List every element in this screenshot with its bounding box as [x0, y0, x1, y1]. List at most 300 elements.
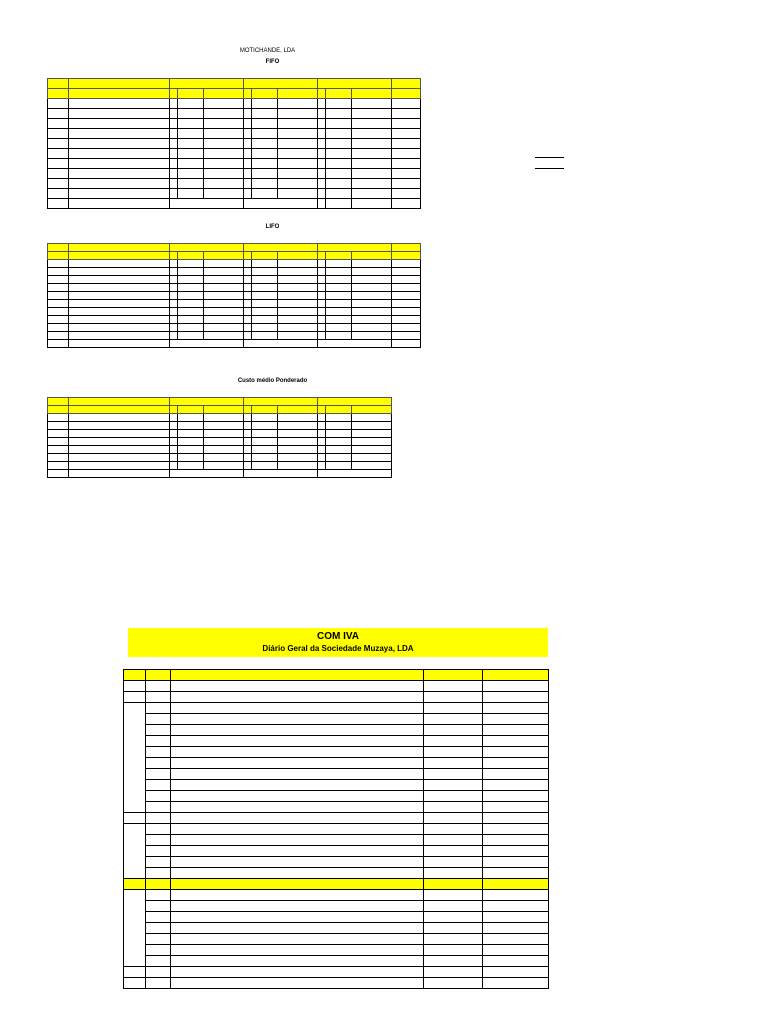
table-cell — [170, 99, 178, 109]
table-cell — [69, 109, 170, 119]
table-cell — [392, 276, 421, 284]
journal-line — [124, 824, 549, 835]
table-cell — [392, 119, 421, 129]
table-cell — [48, 292, 69, 300]
table-cell — [170, 260, 178, 268]
table-cell — [204, 414, 244, 422]
table-cell — [318, 99, 326, 109]
table-cell — [69, 332, 170, 340]
journal-date — [171, 681, 424, 692]
header-pu — [178, 89, 204, 99]
table-cell — [48, 316, 69, 324]
table-cell — [392, 332, 421, 340]
table-cell — [204, 454, 244, 462]
table-cell — [352, 276, 392, 284]
total-valor — [352, 199, 392, 209]
table-cell — [244, 179, 252, 189]
table-cell — [204, 422, 244, 430]
table-cell — [244, 438, 252, 446]
table-cell — [178, 292, 204, 300]
table-cell — [392, 189, 421, 199]
journal-table — [123, 669, 549, 989]
table-cell — [326, 284, 352, 292]
cell — [146, 956, 171, 967]
table-cell — [204, 332, 244, 340]
prep-cell — [146, 857, 171, 868]
cell — [124, 692, 146, 703]
account-description — [171, 857, 424, 868]
journal-line — [124, 725, 549, 736]
table-cell — [278, 454, 318, 462]
table-cell — [278, 139, 318, 149]
table-cell — [204, 119, 244, 129]
table-cell — [318, 268, 326, 276]
prep-cell — [146, 912, 171, 923]
table-cell — [48, 260, 69, 268]
table-cell — [178, 422, 204, 430]
header-blank — [69, 79, 170, 89]
account-description — [171, 703, 424, 714]
table-cell — [170, 169, 178, 179]
table-cell — [252, 129, 278, 139]
table-cell — [204, 462, 244, 470]
cell — [424, 868, 483, 879]
header-descricao — [69, 406, 170, 414]
entry-note — [171, 868, 424, 879]
separator-row — [124, 967, 549, 978]
table-cell — [252, 292, 278, 300]
total-label — [69, 340, 170, 348]
table-cell — [178, 129, 204, 139]
header-existencia — [318, 244, 392, 252]
account-description — [171, 736, 424, 747]
table-cell — [244, 99, 252, 109]
cell — [146, 967, 171, 978]
header-saida — [244, 398, 318, 406]
table-row — [48, 276, 421, 284]
table-cell — [204, 300, 244, 308]
table-cell — [318, 332, 326, 340]
total-label — [69, 470, 170, 478]
journal-line — [124, 890, 549, 901]
table-cell — [244, 284, 252, 292]
credit-value — [483, 857, 549, 868]
table-cell — [352, 446, 392, 454]
table-cell — [170, 109, 178, 119]
table-cell — [352, 260, 392, 268]
debit-value — [424, 791, 483, 802]
header-row-2 — [48, 406, 392, 414]
table-cell — [244, 454, 252, 462]
separator — [171, 967, 424, 978]
table-cell — [244, 129, 252, 139]
total-q — [318, 199, 326, 209]
total-saida — [244, 470, 318, 478]
table-cell — [178, 462, 204, 470]
table-cell — [48, 189, 69, 199]
table-cell — [392, 268, 421, 276]
header-lote — [392, 252, 421, 260]
table-cell — [170, 454, 178, 462]
table-cell — [204, 149, 244, 159]
cell — [124, 879, 146, 890]
table-cell — [392, 179, 421, 189]
table-cell — [318, 462, 326, 470]
cell — [124, 813, 146, 824]
table-cell — [170, 292, 178, 300]
table-cell — [204, 324, 244, 332]
table-cell — [204, 276, 244, 284]
debit-value — [424, 923, 483, 934]
credit-value — [483, 945, 549, 956]
account-description — [171, 978, 424, 989]
table-cell — [170, 446, 178, 454]
table-cell — [244, 422, 252, 430]
lifo-title: LIFO — [265, 224, 280, 230]
table-cell — [318, 169, 326, 179]
header-valor — [278, 252, 318, 260]
debit-value — [424, 934, 483, 945]
header-lote — [392, 89, 421, 99]
table-row — [48, 149, 421, 159]
cell — [124, 967, 146, 978]
table-cell — [178, 430, 204, 438]
table-cell — [318, 159, 326, 169]
cell — [483, 868, 549, 879]
header-valor — [204, 252, 244, 260]
total-entrada — [170, 199, 244, 209]
table-cell — [278, 414, 318, 422]
table-cell — [252, 324, 278, 332]
table-cell — [252, 99, 278, 109]
table-cell — [392, 324, 421, 332]
header-row-2 — [48, 252, 421, 260]
table-cell — [69, 129, 170, 139]
table-cell — [69, 149, 170, 159]
header-pu — [326, 89, 352, 99]
table-cell — [244, 430, 252, 438]
table-cell — [252, 179, 278, 189]
table-cell — [278, 430, 318, 438]
table-row — [48, 268, 421, 276]
journal-title: COM IVA — [316, 631, 360, 642]
table-cell — [278, 179, 318, 189]
table-cell — [392, 149, 421, 159]
table-cell — [69, 438, 170, 446]
entry-note — [171, 956, 424, 967]
table-cell — [178, 179, 204, 189]
table-row — [48, 139, 421, 149]
table-cell — [244, 300, 252, 308]
header-q — [244, 252, 252, 260]
journal-line — [124, 703, 549, 714]
table-cell — [178, 438, 204, 446]
table-cell — [48, 109, 69, 119]
ord-number — [124, 890, 146, 967]
table-cell — [244, 414, 252, 422]
table-cell — [252, 308, 278, 316]
ord-number — [124, 703, 146, 813]
table-cell — [204, 316, 244, 324]
table-cell — [352, 462, 392, 470]
header-data — [48, 252, 69, 260]
table-cell — [318, 324, 326, 332]
table-cell — [278, 332, 318, 340]
table-row — [48, 99, 421, 109]
table-cell — [278, 316, 318, 324]
journal-line — [124, 923, 549, 934]
header-saida — [244, 79, 318, 89]
table-cell — [204, 430, 244, 438]
table-cell — [392, 284, 421, 292]
prep-cell — [146, 901, 171, 912]
table-cell — [318, 129, 326, 139]
table-cell — [278, 300, 318, 308]
table-cell — [392, 169, 421, 179]
debit-value — [424, 945, 483, 956]
prep-cell — [146, 890, 171, 901]
table-cell — [48, 268, 69, 276]
table-cell — [352, 149, 392, 159]
table-cell — [69, 308, 170, 316]
table-cell — [69, 324, 170, 332]
debit-value — [424, 824, 483, 835]
prep-cell — [146, 736, 171, 747]
table-cell — [352, 300, 392, 308]
cell — [48, 340, 69, 348]
table-cell — [318, 189, 326, 199]
total-entrada — [170, 470, 244, 478]
prep-cell — [146, 769, 171, 780]
table-cell — [326, 292, 352, 300]
table-row — [48, 446, 392, 454]
table-row — [48, 284, 421, 292]
table-cell — [392, 308, 421, 316]
table-row — [48, 300, 421, 308]
table-cell — [69, 316, 170, 324]
table-cell — [318, 119, 326, 129]
table-cell — [326, 159, 352, 169]
table-row — [48, 332, 421, 340]
journal-line — [124, 769, 549, 780]
prep-cell — [146, 945, 171, 956]
table-cell — [69, 189, 170, 199]
prep-cell — [146, 846, 171, 857]
table-cell — [252, 149, 278, 159]
table-cell — [170, 430, 178, 438]
table-cell — [48, 300, 69, 308]
journal-line — [124, 901, 549, 912]
table-cell — [392, 260, 421, 268]
table-row — [48, 430, 392, 438]
table-row — [48, 179, 421, 189]
table-cell — [278, 462, 318, 470]
table-cell — [318, 454, 326, 462]
credit-value — [483, 835, 549, 846]
journal-header-row — [124, 670, 549, 681]
prep-cell — [146, 835, 171, 846]
header-pu — [326, 406, 352, 414]
table-cell — [352, 179, 392, 189]
fifo-title: FIFO — [265, 59, 280, 65]
table-cell — [252, 109, 278, 119]
table-cell — [48, 454, 69, 462]
table-cell — [252, 276, 278, 284]
table-cell — [204, 308, 244, 316]
table-cell — [48, 179, 69, 189]
transporte-label — [171, 692, 424, 703]
cell — [424, 879, 483, 890]
table-cell — [48, 332, 69, 340]
header-q — [318, 252, 326, 260]
table-cell — [178, 446, 204, 454]
table-cell — [244, 169, 252, 179]
table-cell — [170, 462, 178, 470]
table-cell — [352, 454, 392, 462]
table-cell — [352, 316, 392, 324]
debit-value — [424, 846, 483, 857]
journal-line — [124, 780, 549, 791]
table-cell — [170, 414, 178, 422]
table-cell — [278, 149, 318, 159]
table-cell — [244, 139, 252, 149]
table-cell — [278, 159, 318, 169]
total-label — [69, 199, 170, 209]
table-cell — [326, 149, 352, 159]
prep-cell — [146, 824, 171, 835]
table-cell — [178, 300, 204, 308]
table-cell — [326, 324, 352, 332]
table-cell — [252, 462, 278, 470]
journal-header — [128, 628, 548, 657]
prep-cell — [146, 703, 171, 714]
prep-cell — [146, 747, 171, 758]
total-saida — [244, 199, 318, 209]
header-entrada — [170, 244, 244, 252]
cell — [146, 681, 171, 692]
table-cell — [326, 414, 352, 422]
table-cell — [252, 268, 278, 276]
table-cell — [352, 99, 392, 109]
table-cell — [318, 422, 326, 430]
table-cell — [252, 446, 278, 454]
header-descricao — [69, 252, 170, 260]
table-cell — [252, 316, 278, 324]
table-cell — [326, 268, 352, 276]
cell — [424, 802, 483, 813]
debit-value — [424, 835, 483, 846]
table-cell — [178, 308, 204, 316]
table-cell — [252, 119, 278, 129]
table-cell — [352, 284, 392, 292]
debit-value — [424, 890, 483, 901]
table-cell — [178, 169, 204, 179]
header-credito — [483, 670, 549, 681]
credit-value — [483, 769, 549, 780]
total-existencia — [318, 340, 392, 348]
prep-cell — [146, 934, 171, 945]
header-row-2 — [48, 89, 421, 99]
table-cell — [252, 454, 278, 462]
table-row — [48, 169, 421, 179]
header-row-1 — [48, 244, 421, 252]
table-cell — [170, 139, 178, 149]
table-row — [48, 260, 421, 268]
table-cell — [352, 332, 392, 340]
table-cell — [326, 446, 352, 454]
table-cell — [69, 159, 170, 169]
table-cell — [352, 308, 392, 316]
header-existencia — [318, 79, 392, 89]
table-cell — [204, 109, 244, 119]
table-cell — [178, 316, 204, 324]
credit-value — [483, 780, 549, 791]
table-cell — [352, 438, 392, 446]
table-cell — [48, 422, 69, 430]
table-cell — [48, 139, 69, 149]
table-cell — [204, 159, 244, 169]
account-description — [171, 725, 424, 736]
table-cell — [318, 109, 326, 119]
debit-value — [424, 769, 483, 780]
table-cell — [69, 446, 170, 454]
header-pu — [178, 406, 204, 414]
table-cell — [252, 284, 278, 292]
table-cell — [326, 99, 352, 109]
table-cell — [278, 119, 318, 129]
table-cell — [252, 169, 278, 179]
table-cell — [48, 324, 69, 332]
table-cell — [178, 324, 204, 332]
header-q — [244, 89, 252, 99]
table-cell — [69, 276, 170, 284]
cell — [483, 692, 549, 703]
table-cell — [252, 438, 278, 446]
account-description — [171, 912, 424, 923]
table-cell — [278, 99, 318, 109]
cell — [124, 681, 146, 692]
header-blank — [69, 244, 170, 252]
table-cell — [326, 129, 352, 139]
table-cell — [318, 308, 326, 316]
header-valor — [204, 89, 244, 99]
table-cell — [252, 189, 278, 199]
debit-value — [424, 747, 483, 758]
table-cell — [326, 300, 352, 308]
table-cell — [352, 189, 392, 199]
table-cell — [48, 308, 69, 316]
prep-cell — [146, 725, 171, 736]
cell — [146, 802, 171, 813]
debit-value — [424, 912, 483, 923]
table-cell — [204, 438, 244, 446]
table-cell — [352, 292, 392, 300]
table-cell — [392, 139, 421, 149]
cell — [146, 868, 171, 879]
header-data — [48, 406, 69, 414]
header-valor — [352, 89, 392, 99]
debit-value — [424, 736, 483, 747]
table-cell — [204, 292, 244, 300]
cell — [124, 978, 146, 989]
table-cell — [252, 139, 278, 149]
header-data — [48, 89, 69, 99]
credit-value — [483, 714, 549, 725]
cell — [424, 692, 483, 703]
table-cell — [178, 149, 204, 159]
cell — [483, 956, 549, 967]
table-cell — [278, 169, 318, 179]
